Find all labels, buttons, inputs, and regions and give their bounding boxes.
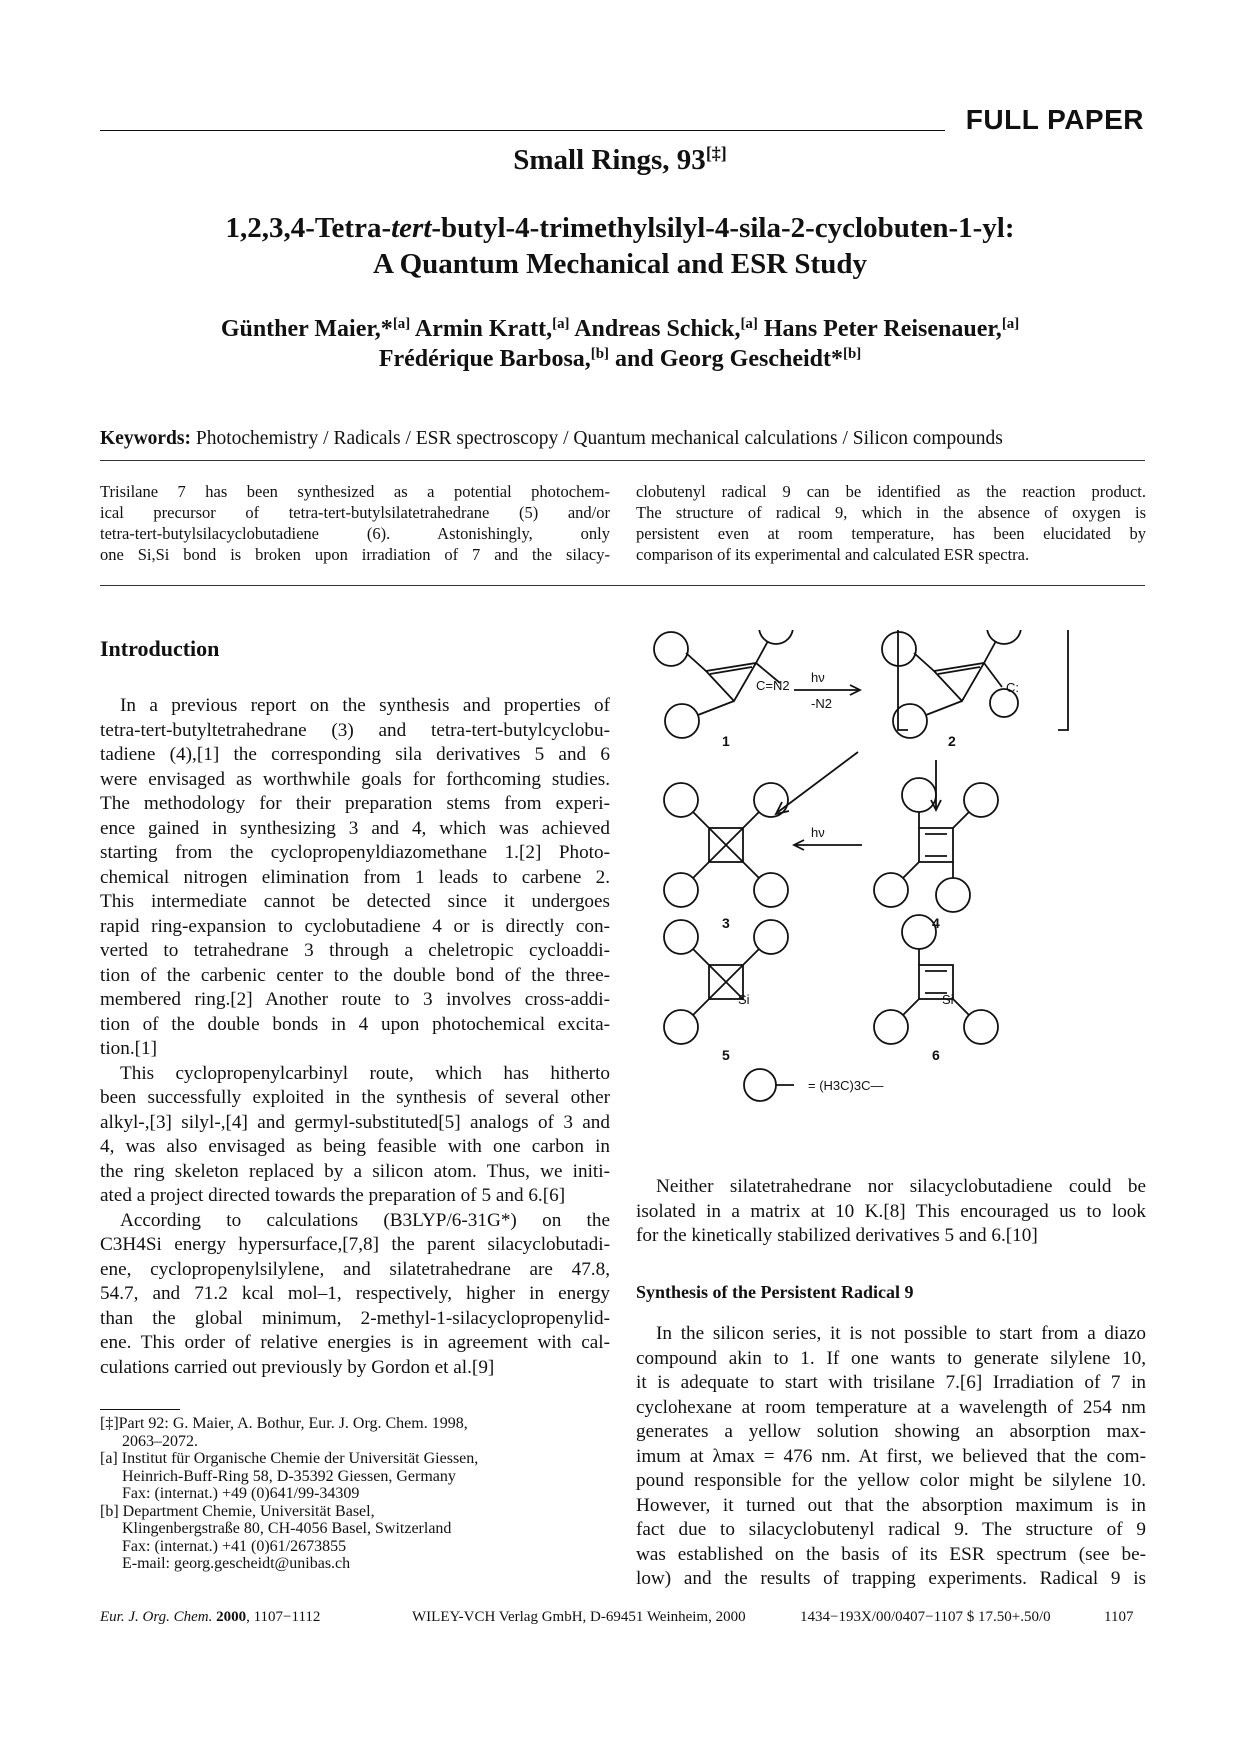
abstract-line: persistent even at room temperature, has been elucidated by [636,524,1146,543]
abstract-line: ical precursor of tetra-tert-butylsilatetrahedrane (5) and/or [100,503,610,522]
body-text-line: generates a yellow solution showing an absorption max- [636,1421,1146,1442]
body-text-line: isolated in a matrix at 10 K.[8] This encouraged us to look [636,1200,1146,1222]
body-text-line: compound akin to 1. If one wants to generate silylene 10, [636,1347,1146,1369]
tert-butyl-legend-text: = (H3C)3C— [808,1078,884,1093]
footer-citation [100,1609,320,1626]
abstract-line: Trisilane 7 has been synthesized as a potential photochem- [100,482,610,501]
body-text-line: were envisaged as worthwhile goals for forthcoming studies. [100,768,610,790]
footnote-line: [a] Institut für Organische Chemie der Universität Giessen, [100,1450,479,1467]
keywords-text: Photochemistry / Radicals / ESR spectroscopy / Quantum mechanical calculations / Silicon compounds [195,428,1003,449]
body-text-line: membered ring.[2] Another route to 3 involves cross-addi- [100,989,610,1010]
author-line-1 [130,314,1110,344]
compound-2-structure [882,630,1021,738]
author-affiliation: [b] [842,345,862,362]
body-text-line: This intermediate cannot be detected since it undergoes [100,891,610,912]
author-name: Günther Maier,* [220,316,393,342]
body-text-line: tion of the carbenic center to the double bond of the three- [100,964,610,986]
title-line-2: A Quantum Mechanical and ESR Study [373,248,867,280]
footnote-rule [100,1409,180,1410]
body-text-line: ene. This order of relative energies is in agreement with cal- [100,1332,610,1353]
abstract-left-column [100,481,610,565]
title-part-b: -butyl-4-trimethylsilyl-4-sila-2-cyclobuten-1-yl: [431,212,1015,244]
body-text-line: This cyclopropenylcarbinyl route, which has hitherto [120,1062,610,1084]
body-text-line: starting from the cyclopropenyldiazomethane 1.[2] Photo- [100,842,610,863]
footnote-line: Fax: (internat.) +49 (0)641/99-34309 [122,1485,360,1502]
footer-year: 2000 [216,1609,247,1625]
footnote-line: [b] Department Chemie, Universität Basel, [100,1502,375,1520]
minus-n2-label: -N2 [811,696,832,711]
footnote-line: E-mail: georg.gescheidt@unibas.ch [122,1555,351,1572]
author-name: Georg Gescheidt* [659,346,843,372]
series-title-text: Small Rings, 93 [513,144,706,176]
compound-label-5: 5 [722,1047,730,1063]
compound-label-2: 2 [948,733,956,749]
footnote-line: Fax: (internat.) +41 (0)61/2673855 [122,1537,347,1555]
silicon-label-6: Si [942,992,954,1007]
section-label: FULL PAPER [965,104,1144,135]
body-text-line: tadiene (4),[1] the corresponding sila derivatives 5 and 6 [100,744,610,765]
author-name: Andreas Schick, [574,316,741,342]
right-column-paragraph-1 [636,1175,1146,1249]
footer-journal: Eur. J. Org. Chem. [100,1609,213,1625]
header-rule [100,130,945,131]
body-text-line: culations carried out previously by Gordon et al.[9] [100,1356,495,1378]
body-text-line: rapid ring-expansion to cyclobutadiene 4 or is directly con- [100,915,610,937]
author-affiliation: [a] [392,315,411,332]
footnotes [100,1415,620,1573]
footnote-line: Heinrich-Buff-Ring 58, D-35392 Giessen, Germany [122,1467,456,1485]
body-text-line: chemical nitrogen elimination from 1 leads to carbene 2. [100,866,610,888]
section-heading-synthesis: Synthesis of the Persistent Radical 9 [636,1282,914,1302]
abstract-line: clobutenyl radical 9 can be identified as the reaction product. [636,482,1146,501]
compound-4-structure [874,778,998,912]
abstract-line: The structure of radical 9, which in the absence of oxygen is [636,503,1146,522]
title-part-italic: tert [391,212,432,244]
carbene-label: C: [1006,680,1019,695]
compound-6-structure [874,915,998,1044]
paper-title [130,210,1110,282]
introduction-body [100,694,610,1380]
author-name: Armin Kratt, [414,316,553,342]
reaction-arrows [776,685,941,850]
body-text-line: was established on the basis of its ESR spectrum (see be- [636,1543,1146,1565]
author-line-2 [130,344,1110,374]
body-text-line: fact due to silacyclobutenyl radical 9. The structure of 9 [636,1519,1146,1540]
author-affiliation: [a] [740,315,758,332]
tert-butyl-legend-symbol [744,1069,794,1101]
body-text-line: In the silicon series, it is not possible to start from a diazo [656,1323,1146,1344]
section-heading-introduction: Introduction [100,636,220,661]
footnote-line: [‡]Part 92: G. Maier, A. Bothur, Eur. J. Org. Chem. 1998, [100,1415,468,1432]
diazo-group-label: C=N2 [756,678,790,693]
body-text-line: tetra-tert-butyltetrahedrane (3) and tetra-tert-butylcyclobu- [100,719,610,741]
compound-label-4: 4 [932,915,940,931]
body-text-line: pound responsible for the yellow color might be silylene 10. [636,1470,1146,1491]
body-text-line: In a previous report on the synthesis and properties of [120,695,610,716]
body-text-line: The methodology for their preparation stems from experi- [100,793,610,814]
footer-pages: , 1107−1112 [246,1609,321,1625]
body-text-line: tion.[1] [100,1038,158,1059]
body-text-line: However, it turned out that the absorption maximum is in [636,1494,1146,1516]
author-conjunction: and [614,346,654,372]
series-title [0,144,1240,177]
hv-label-2: hν [811,825,825,840]
body-text-line: imum at λmax = 476 nm. At first, we believed that the com- [636,1445,1146,1467]
abstract-line: one Si,Si bond is broken upon irradiation of 7 and the silacy- [100,545,610,564]
body-text-line: ene, cyclopropenylsilylene, and silatetrahedrane are 47.8, [100,1258,610,1280]
compound-label-1: 1 [722,733,730,749]
series-title-footnote-mark: [‡] [705,143,727,164]
body-text-line: Neither silatetrahedrane nor silacyclobutadiene could be [656,1176,1146,1197]
body-text-line: ence gained in synthesizing 3 and 4, which was achieved [100,817,610,839]
body-text-line: alkyl-,[3] silyl-,[4] and germyl-substituted[5] analogs of 3 and [100,1111,610,1133]
author-affiliation: [a] [552,315,570,332]
title-part-a: 1,2,3,4-Tetra- [225,212,392,244]
bracket-left [898,630,908,730]
keywords [100,428,1145,450]
compound-5-structure [664,920,788,1044]
hv-label-1: hν [811,670,825,685]
abstract-line: comparison of its experimental and calculated ESR spectra. [636,545,1030,564]
reaction-scheme [636,630,1156,1160]
title-line-1 [130,210,1110,246]
body-text-line: been successfully exploited in the synthesis of several other [100,1087,610,1108]
abstract-bottom-rule [100,585,1145,586]
compound-3-structure [664,783,788,907]
author-affiliation: [b] [590,345,609,362]
body-text-line: verted to tetrahedrane 3 through a cheletropic cycloaddi- [100,940,610,961]
footnote-line: Klingenbergstraße 80, CH-4056 Basel, Switzerland [122,1520,452,1537]
compound-label-6: 6 [932,1047,940,1063]
keywords-label: Keywords: [100,428,191,449]
body-text-line: the ring skeleton replaced by a silicon atom. Thus, we initi- [100,1160,610,1182]
abstract-right-column [636,481,1146,565]
body-text-line: ated a project directed towards the preparation of 5 and 6.[6] [100,1185,566,1206]
compound-label-3: 3 [722,915,730,931]
bracket-right [1058,630,1068,730]
author-list [130,314,1110,374]
body-text-line: for the kinetically stabilized derivatives 5 and 6.[10] [636,1225,1038,1246]
author-name: Frédérique Barbosa, [378,346,591,372]
body-text-line: C3H4Si energy hypersurface,[7,8] the parent silacyclobutadi- [100,1234,610,1255]
author-name: Hans Peter Reisenauer, [763,316,1002,342]
right-column-paragraph-2 [636,1322,1146,1592]
author-affiliation: [a] [1001,315,1020,332]
body-text-line: it is adequate to start with trisilane 7.[6] Irradiation of 7 in [636,1372,1146,1393]
footnote-line: 2063–2072. [122,1432,198,1450]
body-text-line: 54.7, and 71.2 kcal mol–1, respectively, higher in energy [100,1283,610,1304]
body-text-line: tion of the double bonds in 4 upon photochemical excita- [100,1013,610,1035]
body-text-line: 4, was also envisaged as being feasible with one carbon in [100,1136,610,1157]
footer-publisher: WILEY-VCH Verlag GmbH, D-69451 Weinheim, 2000 [412,1609,746,1625]
abstract-line: tetra-tert-butylsilacyclobutadiene (6). Astonishingly, only [100,524,610,543]
footer-page-number: 1107 [1104,1609,1134,1625]
body-text-line: cyclohexane at room temperature at a wavelength of 254 nm [636,1396,1146,1418]
body-text-line: than the global minimum, 2-methyl-1-silacyclopropenylid- [100,1307,610,1329]
silicon-label-5: Si [738,992,750,1007]
abstract-top-rule [100,460,1145,461]
footer-issn: 1434−193X/00/0407−1107 $ 17.50+.50/0 [800,1609,1051,1625]
body-text-line: According to calculations (B3LYP/6-31G*) on the [120,1209,610,1231]
body-text-line: low) and the results of trapping experiments. Radical 9 is [636,1568,1146,1589]
